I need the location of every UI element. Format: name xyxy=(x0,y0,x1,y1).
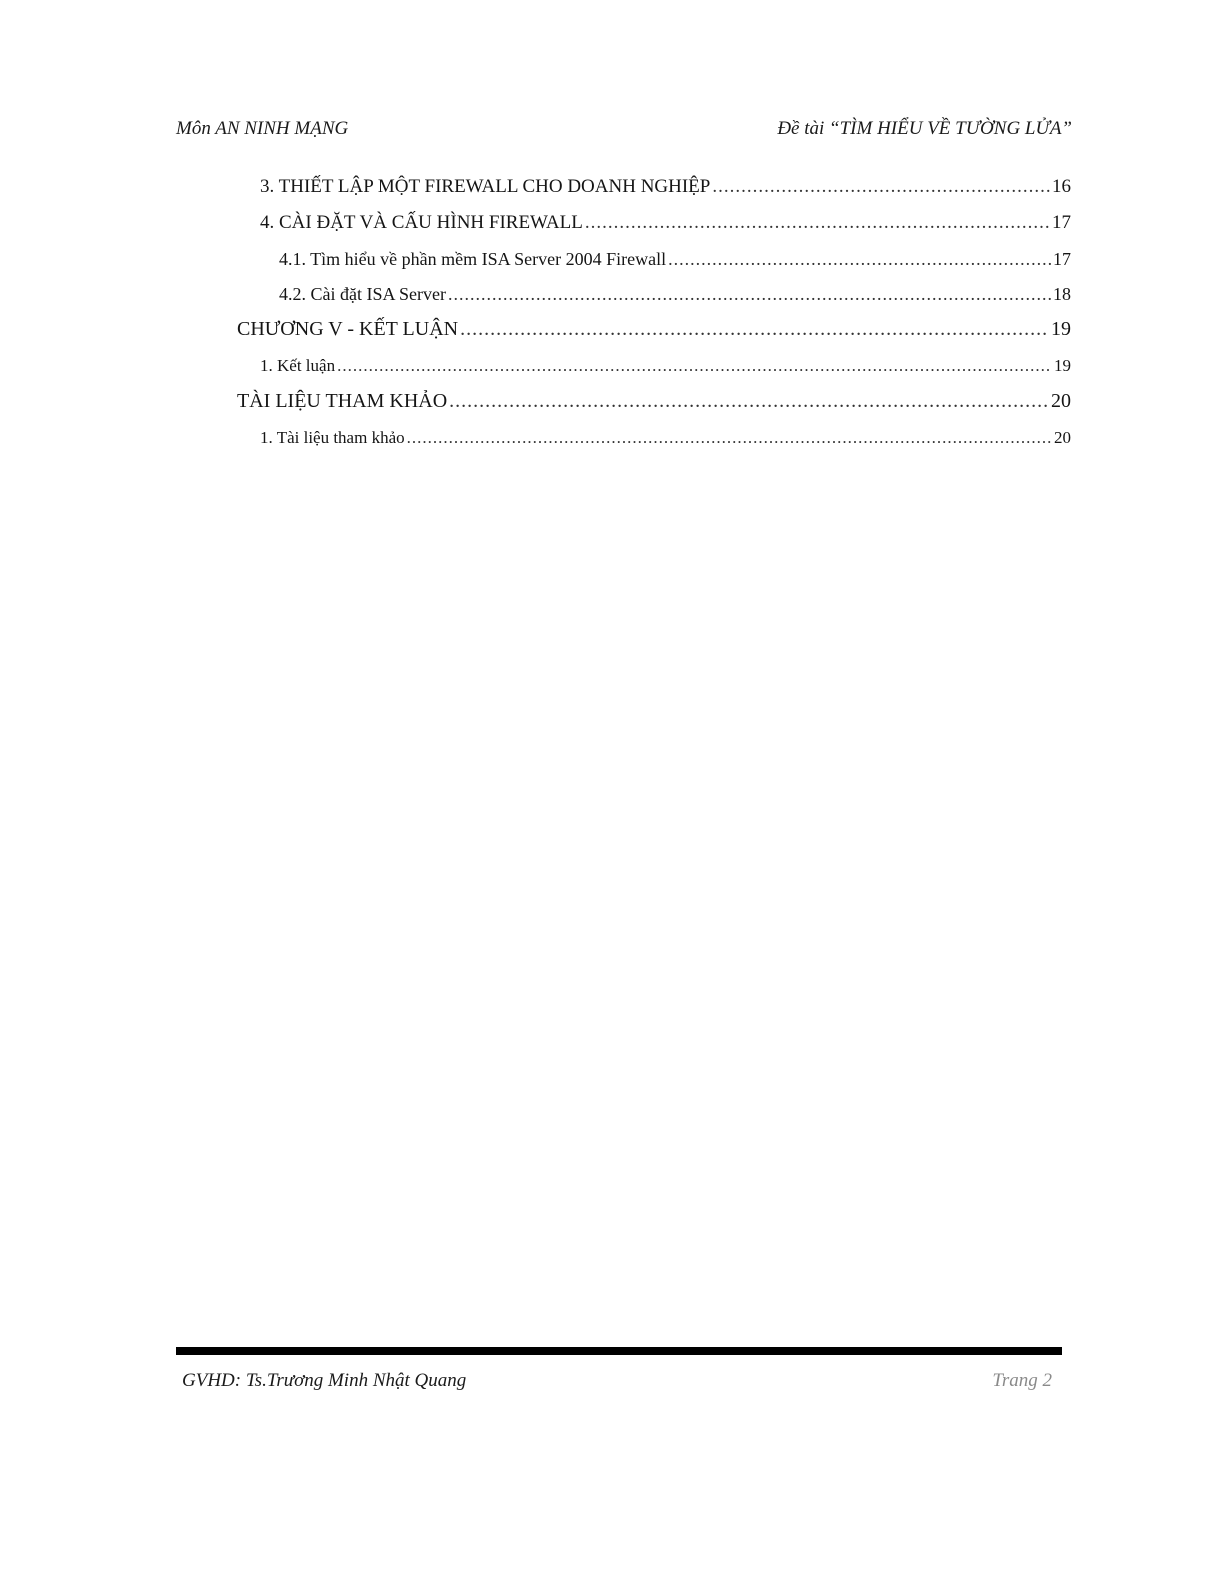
toc-entry-label: 1. Tài liệu tham khảo xyxy=(260,428,405,447)
toc-entry-label: 4.2. Cài đặt ISA Server xyxy=(279,284,446,304)
toc-leader-dots xyxy=(337,356,1052,376)
footer-page-number: Trang 2 xyxy=(992,1370,1052,1391)
toc-leader-dots xyxy=(668,249,1051,270)
toc-entry[interactable] xyxy=(279,249,1071,270)
toc-leader-dots xyxy=(449,390,1049,413)
toc-entry-page: 19 xyxy=(1054,356,1071,375)
toc-leader-dots xyxy=(460,318,1049,341)
toc-leader-dots xyxy=(712,176,1050,198)
toc-entry-label: 4. CÀI ĐẶT VÀ CẤU HÌNH FIREWALL xyxy=(260,212,583,233)
page-header xyxy=(176,118,1072,146)
page-footer xyxy=(176,1370,1062,1398)
toc-entry[interactable] xyxy=(260,176,1071,198)
toc-entry-label: 4.1. Tìm hiểu về phần mềm ISA Server 2004 Firewall xyxy=(279,249,667,269)
footer-instructor: GVHD: Ts.Trương Minh Nhật Quang xyxy=(182,1370,467,1391)
toc-entry-page: 17 xyxy=(1052,212,1071,233)
toc-entry-page: 17 xyxy=(1053,249,1071,269)
header-topic-title: Đề tài “TÌM HIỂU VỀ TƯỜNG LỬA” xyxy=(777,118,1072,139)
footer-divider xyxy=(176,1347,1062,1355)
toc-entry-label: CHƯƠNG V - KẾT LUẬN xyxy=(237,318,459,340)
toc-entry-page: 16 xyxy=(1052,176,1071,197)
toc-entry[interactable] xyxy=(279,284,1071,305)
toc-entry[interactable] xyxy=(237,390,1071,413)
toc-entry[interactable] xyxy=(260,356,1071,376)
toc-entry-label: TÀI LIỆU THAM KHẢO xyxy=(237,390,448,412)
toc-entry-page: 20 xyxy=(1054,428,1071,447)
toc-entry-page: 18 xyxy=(1053,284,1071,304)
header-course-title: Môn AN NINH MẠNG xyxy=(176,118,349,139)
toc-entry-label: 1. Kết luận xyxy=(260,356,336,375)
toc-entry-page: 19 xyxy=(1051,318,1071,340)
toc-entry-page: 20 xyxy=(1051,390,1071,412)
toc-entry[interactable] xyxy=(260,428,1071,448)
toc-leader-dots xyxy=(448,284,1051,305)
toc-leader-dots xyxy=(585,212,1050,234)
toc-leader-dots xyxy=(407,428,1052,448)
toc-entry-label: 3. THIẾT LẬP MỘT FIREWALL CHO DOANH NGHIỆP xyxy=(260,176,711,197)
toc-entry[interactable] xyxy=(237,318,1071,341)
toc-entry[interactable] xyxy=(260,212,1071,234)
